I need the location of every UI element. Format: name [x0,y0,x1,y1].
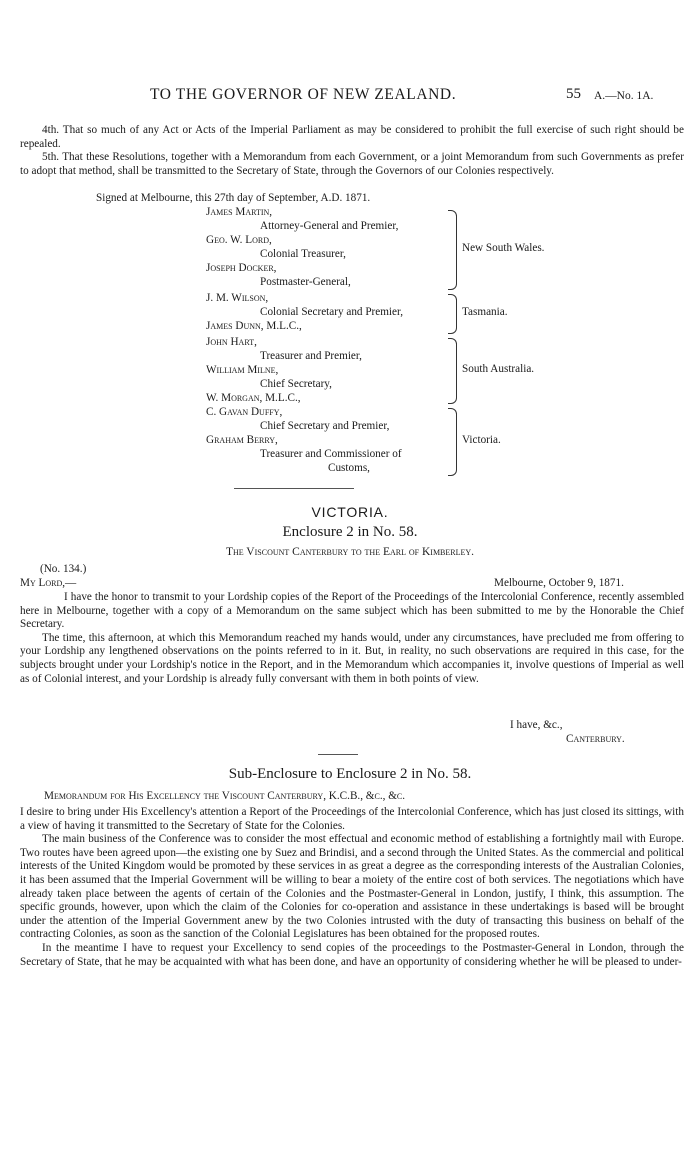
signatory-name: James Dunn, M.L.C., [206,320,302,332]
despatch-number: (No. 134.) [40,563,87,575]
signatory-name: John Hart, [206,336,257,348]
section-divider [318,754,358,755]
brace [448,338,457,404]
brace [448,408,457,476]
signatory-title: Attorney-General and Premier, [260,220,399,232]
sub-enclosure-heading: Sub-Enclosure to Enclosure 2 in No. 58. [228,766,472,782]
closing: I have, &c., [510,719,563,731]
signature: Canterbury. [566,733,625,745]
signatory-name: W. Morgan, M.L.C., [206,392,301,404]
place-date: Melbourne, October 9, 1871. [494,577,624,589]
brace [448,210,457,290]
signatory-title: Colonial Secretary and Premier, [260,306,404,318]
enclosure-body [20,591,684,686]
signatory-title: Treasurer and Premier, [260,350,362,362]
page-header [0,88,700,108]
signatory-name: William Milne, [206,364,279,376]
signatory-name: J. M. Wilson, [206,292,269,304]
enclosure-from-to: The Viscount Canterbury to the Earl of Kimberley. [225,546,475,558]
salutation: My Lord,— [20,577,77,589]
memorandum-paragraph: The main business of the Conference was to consider the most effectual and economic method of establishing a fortnightly mail with Europe. Two routes have been agreed upon—the existing one by Suez and Brindisi, and a second through the United States. As the commercial and political interests of the United Kingdom would be promoted by these services in as great a degree as the corresponding interests of the Australian Colonies, it has been assumed that the Imperial Government will be willing to bear a moiety of the entire cost of both services. The negotiations which have already taken place between the agents of certain of the Colonies and the Postmaster-General in London, justify, I think, this assumption. The specific grounds, however, upon which the claim of the Colonies for co-operation and assistance in these undertakings is based will be brought under the attention of the Imperial Government anew by the two Colonies intrusted with the duty of transacting this business on behalf of the contracting Colonies, as soon as the sanction of the Colonial Legislatures has been obtained for the proposed routes. [20,833,684,941]
memorandum-paragraph: I desire to bring under His Excellency's attention a Report of the Proceedings of the Intercolonial Conference, which has just closed its sittings, with a view of having it transmitted to the Secretary of State for the Colonies. [20,806,684,832]
enclosure-heading: Enclosure 2 in No. 58. [282,524,418,540]
signatory-title: Treasurer and Commissioner of [260,448,402,460]
signatory-name: James Martin, [206,206,273,218]
colony-label: Victoria. [462,434,501,446]
colony-label: New South Wales. [462,242,545,254]
region-heading: VICTORIA. [311,504,389,520]
memorandum-body [20,806,684,969]
colony-label: South Australia. [462,363,535,375]
page-number: 55 [566,86,581,102]
signatory-name: Geo. W. Lord, [206,234,272,246]
signatory-name: C. Gavan Duffy, [206,406,283,418]
resolution-4: 4th. That so much of any Act or Acts of the Imperial Parliament as may be considered to prohibit the full exercise of such right should be repealed. [20,124,684,150]
document-reference: A.—No. 1A. [594,90,654,102]
signatory-title: Chief Secretary and Premier, [260,420,390,432]
enclosure-paragraph: The time, this afternoon, at which this Memorandum reached my hands would, under any circumstances, have precluded me from offering to your Lordship any lengthened observations on the points referred to in it. But, in reality, no such observations are required in this case, for the subjects brought under your Lordship's notice in the Report, and in the Memorandum which accompanies it, involve questions of Imperial as well as of Colonial interest, and your Lordship is already fully conversant with them in both points of view. [20,631,684,685]
memorandum-title: Memorandum for His Excellency the Viscount Canterbury, K.C.B., &c., &c. [44,790,406,802]
signatory-title-continued: Customs, [328,462,370,474]
signatory-name: Graham Berry, [206,434,278,446]
header-title: TO THE GOVERNOR OF NEW ZEALAND. [150,86,457,103]
brace [448,294,457,334]
colony-label: Tasmania. [462,306,508,318]
memorandum-paragraph: In the meantime I have to request your Excellency to send copies of the proceedings to the Postmaster-General in London, through the Secretary of State, that he may be acquainted with what has been done, and have an opportunity of considering whether he will be pleased to under- [20,941,684,968]
signatory-title: Chief Secretary, [260,378,332,390]
resolutions [20,124,684,178]
enclosure-paragraph: I have the honor to transmit to your Lordship copies of the Report of the Proceedings of the Intercolonial Conference, recently assembled here in Melbourne, together with a copy of a Memorandum on the same subject which has been submitted to me by the Honorable the Chief Secretary. [20,591,684,631]
signatory-title: Colonial Treasurer, [260,248,346,260]
section-divider [234,488,354,489]
resolution-5: 5th. That these Resolutions, together with a Memorandum from each Government, or a joint Memorandum from such Governments as prefer to adopt that method, shall be transmitted to the Secretary of State, through the Governors of our Colonies respectively. [20,151,684,177]
signed-line: Signed at Melbourne, this 27th day of September, A.D. 1871. [96,192,371,204]
signatory-name: Joseph Docker, [206,262,277,274]
signatory-title: Postmaster-General, [260,276,351,288]
